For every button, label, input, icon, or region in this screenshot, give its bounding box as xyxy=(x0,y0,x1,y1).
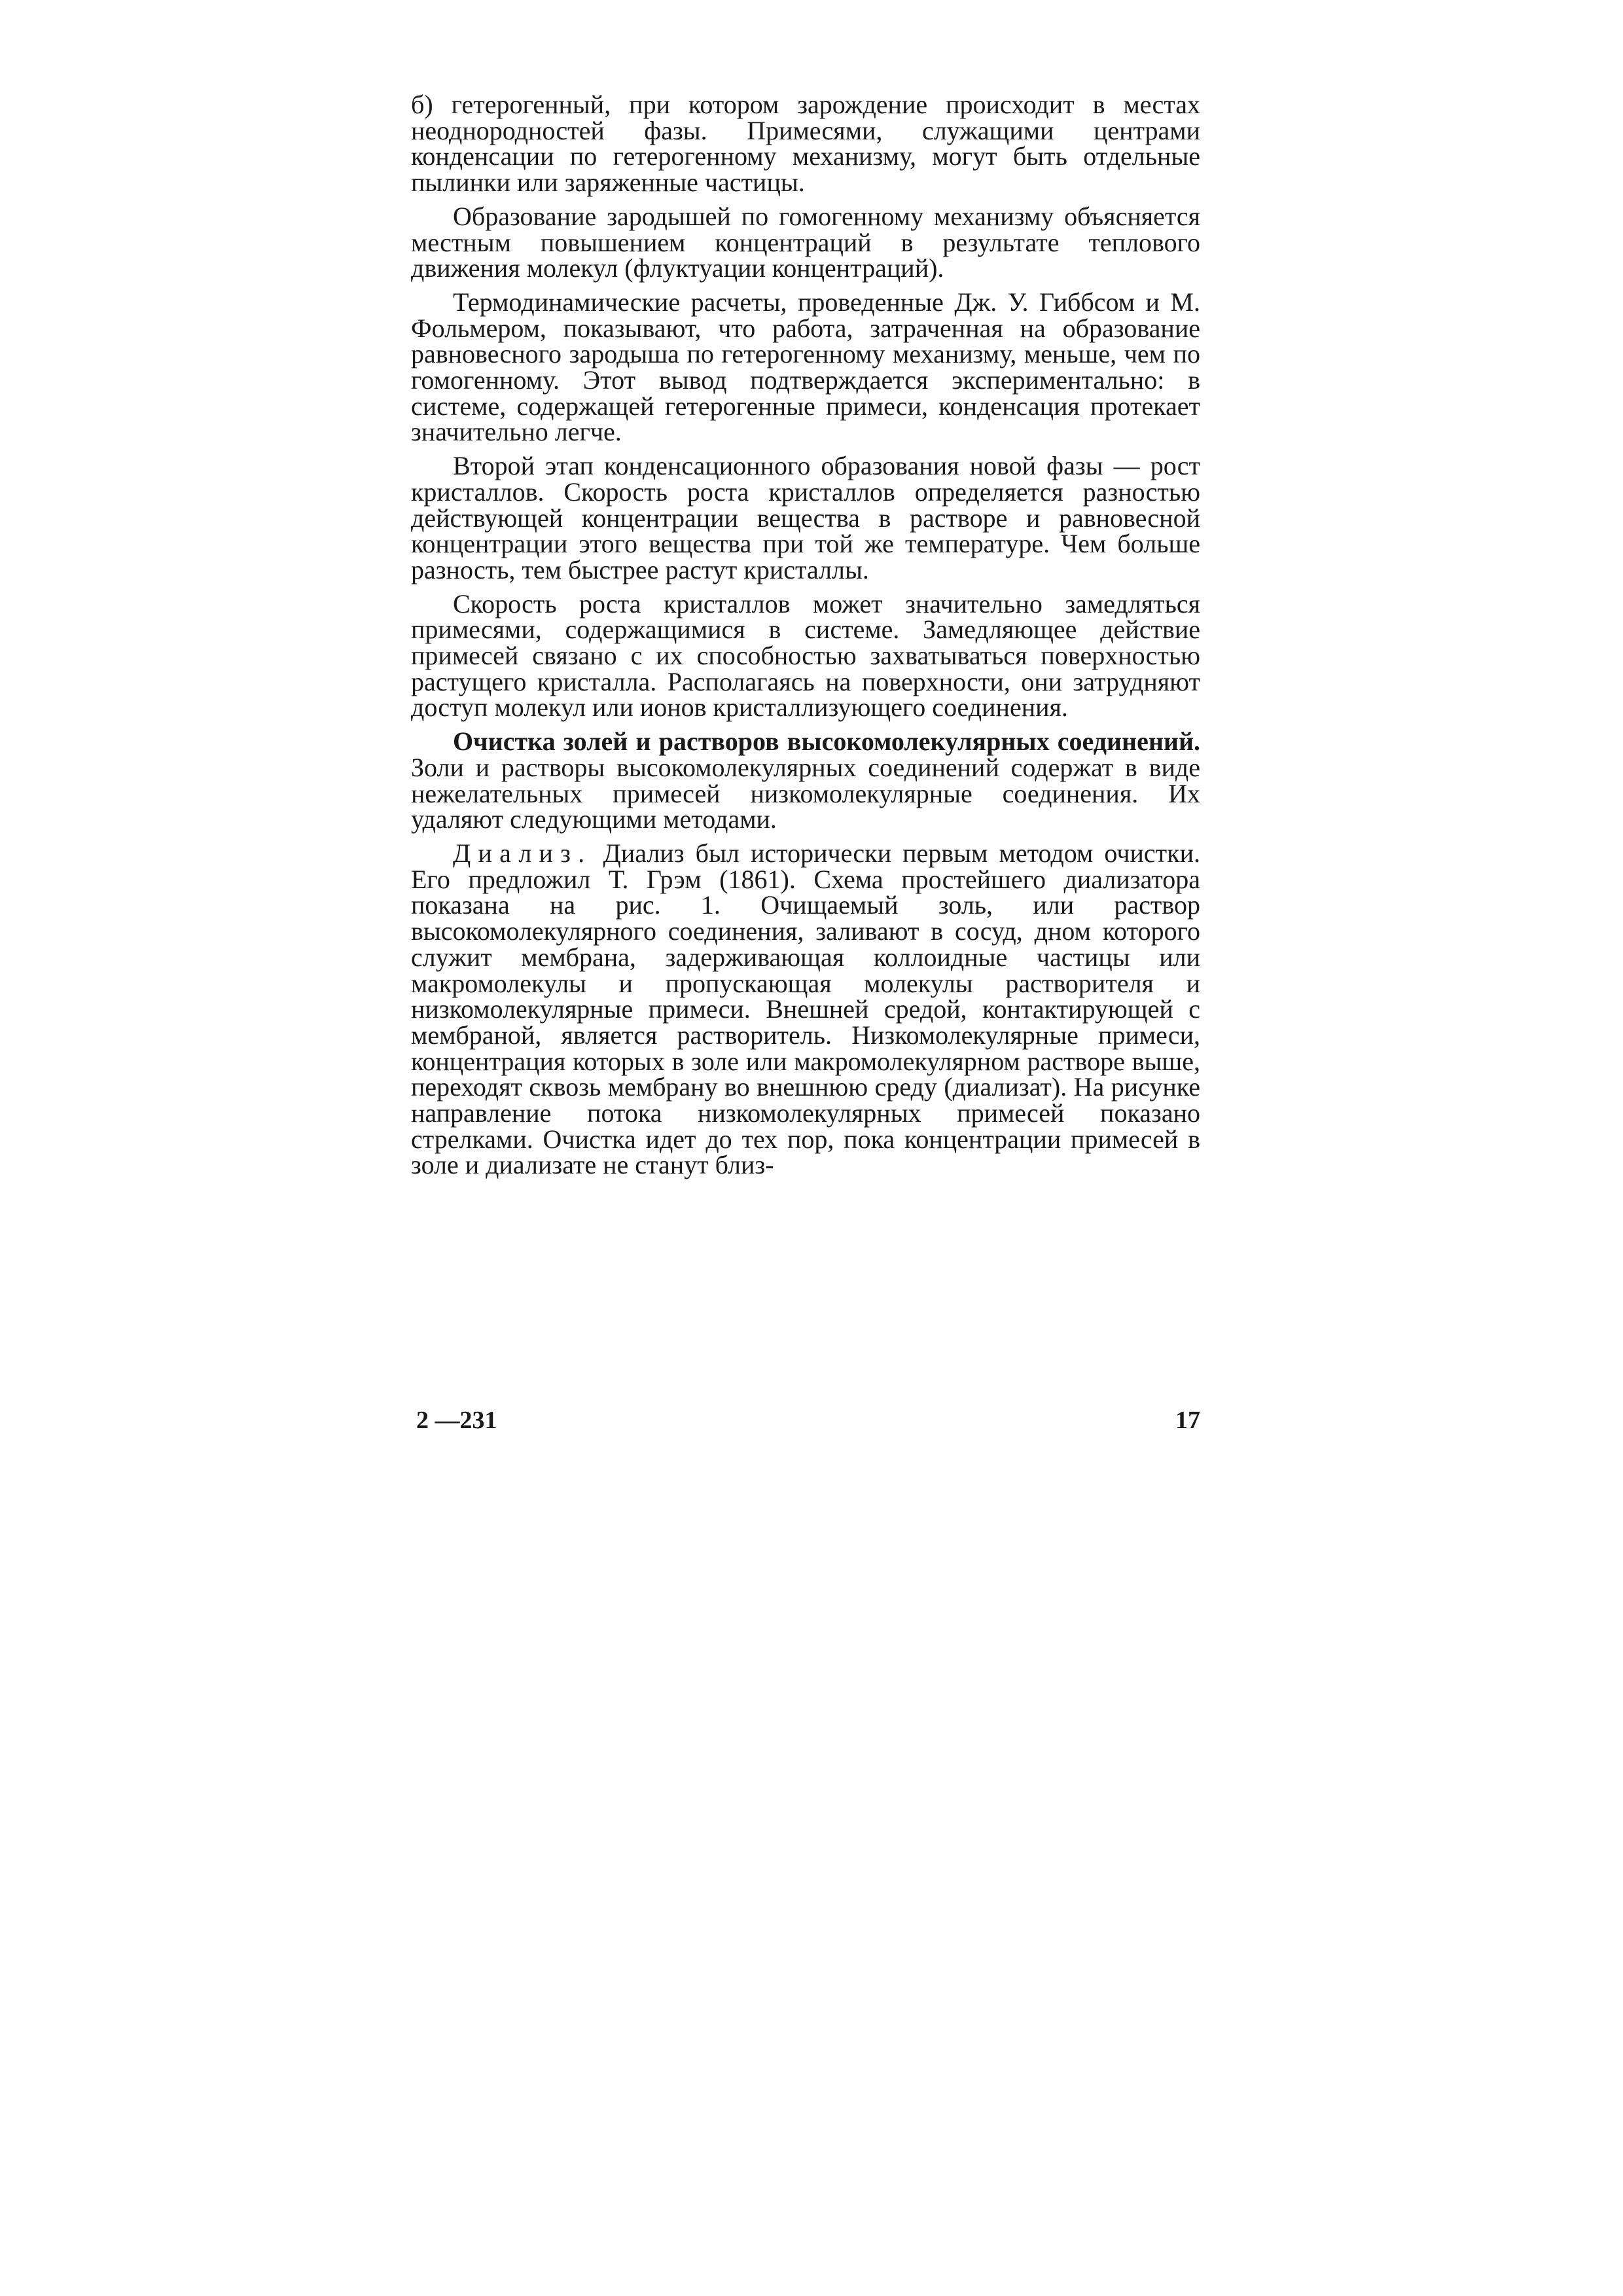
paragraph-heterogeneous: б) гетерогенный, при котором зарождение происходит в местах неоднородностей фазы. Примесями, служащими центрами конденсации по гетерогенному механизму, могут быть отдельные пылинки или заряженные частицы. xyxy=(411,90,1200,198)
paragraph-growth-inhibition: Скорость роста кристаллов может значительно замедляться примесями, содержащимися в системе. Замедляющее действие примесей связано с их способностью захватываться поверхностью растущего кристалла. Располагаясь на поверхности, они затрудняют доступ молекул или ионов кристаллизующего соединения. xyxy=(411,588,1200,723)
page-footer xyxy=(411,1406,1200,1437)
sheet-signature: 2 —231 xyxy=(416,1407,497,1434)
dialysis-body: Диализ был исторически первым методом очистки. Его предложил Т. Грэм (1861). Схема простейшего диализатора показана на рис. 1. Очищаемый золь, или раствор высокомолекулярного соединения, заливают в сосуд, дном которого служит мембрана, задерживающая коллоидные частицы или макромолекулы и пропускающая молекулы растворителя и низкомолекулярные примеси. Внешней средой, контактирующей с мембраной, является растворитель. Низкомолекулярные примеси, концентрация которых в золе или макромолекулярном растворе выше, переходят сквозь мембрану во внешнюю среду (диализат). На рисунке направление потока низкомолекулярных примесей показано стрелками. Очистка идет до тех пор, пока концентрации примесей в золе и диализате не станут близ- xyxy=(411,838,1200,1180)
section-sol-purification xyxy=(411,728,1200,833)
paragraph-thermodynamics: Термодинамические расчеты, проведенные Дж. У. Гиббсом и М. Фольмером, показывают, что работа, затраченная на образование равновесного зародыша по гетерогенному механизму, меньше, чем по гомогенному. Этот вывод подтверждается экспериментально: в системе, содержащей гетерогенные примеси, конденсация протекает значительно легче. xyxy=(411,287,1200,447)
dialysis-term: Диализ. xyxy=(453,838,592,868)
section-heading: Очистка золей и растворов высокомолекулярных соединений. xyxy=(453,726,1200,757)
section-body: Золи и растворы высокомолекулярных соединений содержат в виде нежелательных примесей низкомолекулярные соединения. Их удаляют следующими методами. xyxy=(411,752,1200,834)
paragraph-dialysis xyxy=(411,840,1200,1178)
body-text xyxy=(411,92,1200,1178)
page-number: 17 xyxy=(1175,1407,1200,1434)
paragraph-homogeneous: Образование зародышей по гомогенному механизму объясняется местным повышением концентраций в результате теплового движения молекул (флуктуации концентраций). xyxy=(411,201,1200,283)
paragraph-crystal-growth: Второй этап конденсационного образования новой фазы — рост кристаллов. Скорость роста кристаллов определяется разностью действующей концентрации вещества в растворе и равновесной концентрации этого вещества при той же температуре. Чем больше разность, тем быстрее растут кристаллы. xyxy=(411,451,1200,584)
